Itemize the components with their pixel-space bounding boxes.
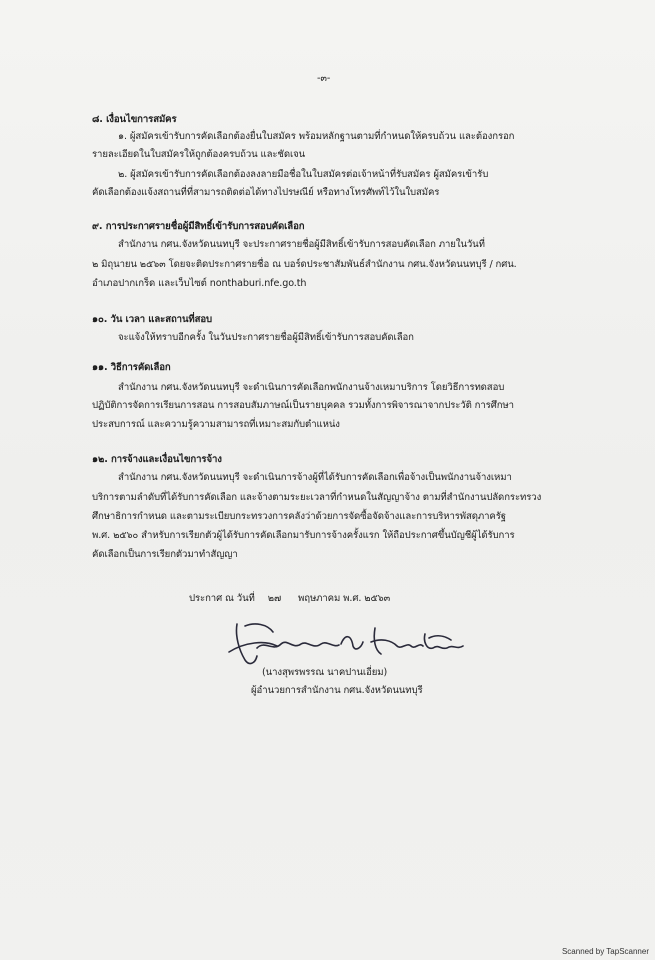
handwritten-signature bbox=[215, 612, 475, 674]
announcement-day: ๒๗ bbox=[267, 593, 282, 604]
page-number: -๓- bbox=[317, 73, 331, 84]
section-heading-8: ๘. เงื่อนไขการสมัคร bbox=[92, 114, 177, 125]
paragraph-line: สำนักงาน กศน.จังหวัดนนทบุรี จะดำเนินการจ้างผู้ที่ได้รับการคัดเลือกเพื่อจ้างเป็นพนักงานจ้างเหมา bbox=[118, 472, 512, 483]
section-heading-9: ๙. การประกาศรายชื่อผู้มีสิทธิ์เข้ารับการสอบคัดเลือก bbox=[92, 221, 305, 232]
section-heading-11: ๑๑. วิธีการคัดเลือก bbox=[92, 362, 171, 373]
paragraph-line: ศึกษาธิการกำหนด และตามระเบียบกระทรวงการคลังว่าด้วยการจัดซื้อจัดจ้างและการบริหารพัสดุภาครัฐ bbox=[92, 511, 506, 522]
announcement-date bbox=[189, 592, 390, 606]
paragraph-line: พ.ศ. ๒๕๖๐ สำหรับการเรียกตัวผู้ได้รับการคัดเลือกมารับการจ้างครั้งแรก ให้ถือประกาศขึ้นบัญชีผู้ได้รับการ bbox=[92, 530, 515, 541]
paragraph-line: ๒ มิถุนายน ๒๕๖๓ โดยจะติดประกาศรายชื่อ ณ บอร์ดประชาสัมพันธ์สำนักงาน กศน.จังหวัดนนทบุรี / กศน. bbox=[92, 259, 517, 270]
paragraph-line: บริการตามลำดับที่ได้รับการคัดเลือก และจ้างตามระยะเวลาที่กำหนดในสัญญาจ้าง ตามที่สำนักงานปลัดกระทรวง bbox=[92, 492, 542, 503]
paragraph-line: จะแจ้งให้ทราบอีกครั้ง ในวันประกาศรายชื่อผู้มีสิทธิ์เข้ารับการสอบคัดเลือก bbox=[118, 332, 414, 343]
paragraph-line: ๑. ผู้สมัครเข้ารับการคัดเลือกต้องยื่นใบสมัคร พร้อมหลักฐานตามที่กำหนดให้ครบถ้วน และต้องกรอก bbox=[118, 131, 515, 142]
paragraph-line: อำเภอปากเกร็ด และเว็บไซต์ nonthaburi.nfe.go.th bbox=[92, 278, 307, 289]
announcement-month-year: พฤษภาคม พ.ศ. ๒๕๖๓ bbox=[298, 593, 391, 604]
paragraph-line: คัดเลือกเป็นการเรียกตัวมาทำสัญญา bbox=[92, 549, 238, 560]
paragraph-line: คัดเลือกต้องแจ้งสถานที่ที่สามารถติดต่อได้ทางไปรษณีย์ หรือทางโทรศัพท์ไว้ในใบสมัคร bbox=[92, 187, 440, 198]
paragraph-line: ๒. ผู้สมัครเข้ารับการคัดเลือกต้องลงลายมือชื่อในใบสมัครต่อเจ้าหน้าที่รับสมัคร ผู้สมัครเข้ารับ bbox=[118, 169, 489, 180]
paragraph-line: สำนักงาน กศน.จังหวัดนนทบุรี จะประกาศรายชื่อผู้มีสิทธิ์เข้ารับการสอบคัดเลือก ภายในวันที่ bbox=[118, 239, 485, 250]
signatory-name: (นางสุพรพรรณ นาคปานเอี่ยม) bbox=[262, 667, 388, 678]
paragraph-line: รายละเอียดในใบสมัครให้ถูกต้องครบถ้วน และชัดเจน bbox=[92, 149, 306, 160]
paragraph-line: สำนักงาน กศน.จังหวัดนนทบุรี จะดำเนินการคัดเลือกพนักงานจ้างเหมาบริการ โดยวิธีการทดสอบ bbox=[118, 382, 505, 393]
paragraph-line: ปฏิบัติการจัดการเรียนการสอน การสอบสัมภาษณ์เป็นรายบุคคล รวมทั้งการพิจารณาจากประวัติ การศึกษา bbox=[92, 400, 514, 411]
announcement-prefix: ประกาศ ณ วันที่ bbox=[189, 593, 255, 604]
paragraph-line: ประสบการณ์ และความรู้ความสามารถที่เหมาะสมกับตำแหน่ง bbox=[92, 419, 340, 430]
scanner-watermark: Scanned by TapScanner bbox=[561, 947, 649, 956]
signatory-title: ผู้อำนวยการสำนักงาน กศน.จังหวัดนนทบุรี bbox=[251, 685, 423, 696]
section-heading-12: ๑๒. การจ้างและเงื่อนไขการจ้าง bbox=[92, 454, 222, 465]
section-heading-10: ๑๐. วัน เวลา และสถานที่สอบ bbox=[92, 314, 213, 325]
